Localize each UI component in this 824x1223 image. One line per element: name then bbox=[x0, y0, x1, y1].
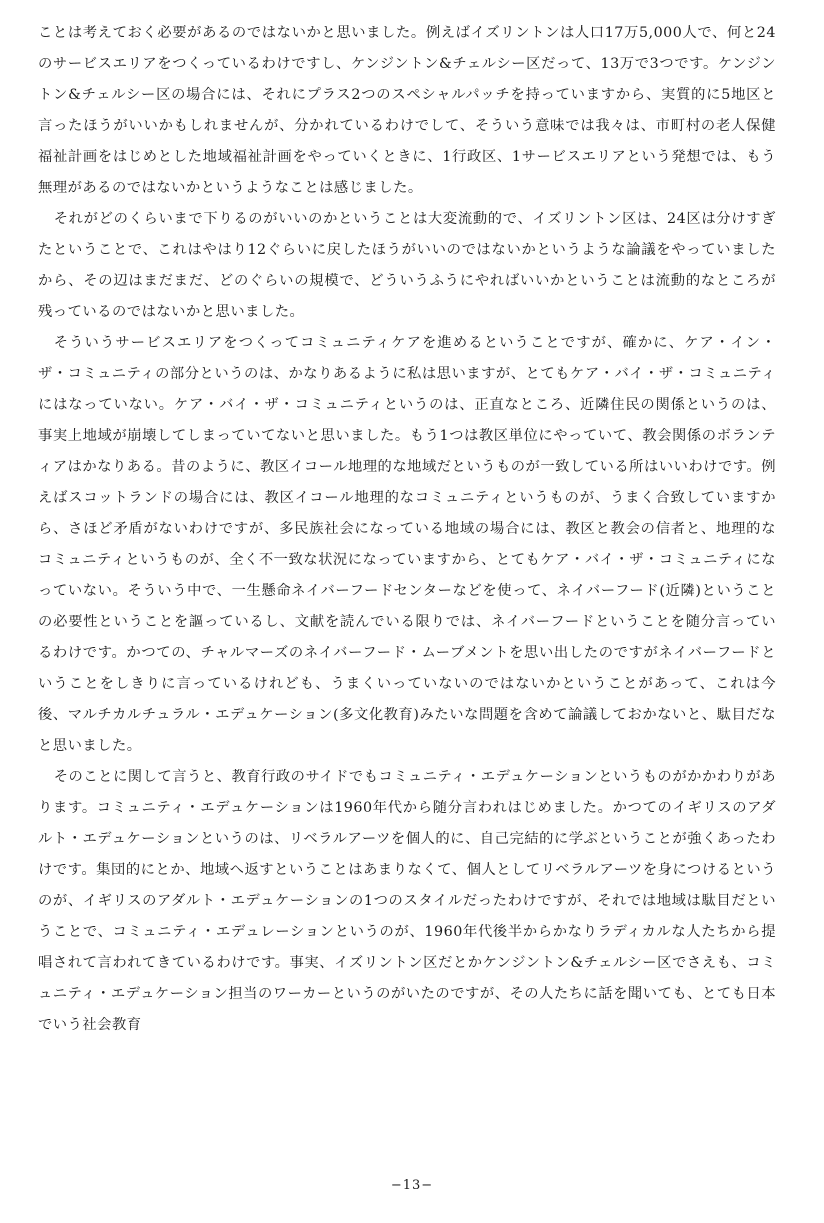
paragraph-4: そのことに関して言うと、教育行政のサイドでもコミュニティ・エデュケーションというものがかかわりがあります。コミュニティ・エデュケーションは1960年代から随分言われはじめました。かつてのイギリスのアダルト・エデュケーションというのは、リベラルアーツを個人的に、自己完結的に学ぶということが強くあったわけです。集団的にとか、地域へ返すということはあまりなくて、個人としてリベラルアーツを身につけるというのが、イギリスのアダルト・エデュケーションの1つのスタイルだったわけですが、それでは地域は駄目だということで、コミュニティ・エデュレーションというのが、1960年代後半からかなりラディカルな人たちから提唱されて言われてきているわけです。事実、イズリントン区だとかケンジントン&チェルシー区でさえも、コミュニティ・エデュケーション担当のワーカーというのがいたのですが、その人たちに話を聞いても、とても日本でいう社会教育 bbox=[38, 769, 776, 1033]
paragraph-3: そういうサービスエリアをつくってコミュニティケアを進めるということですが、確かに、ケア・イン・ザ・コミュニティの部分というのは、かなりあるように私は思いますが、とてもケア・バイ・ザ・コミュニティにはなっていない。ケア・バイ・ザ・コミュニティというのは、正直なところ、近隣住民の関係というのは、事実上地域が崩壊してしまっていてないと思いました。もう1つは教区単位にやっていて、教会関係のボランティアはかなりある。昔のように、教区イコール地理的な地域だというものが一致している所はいいわけです。例えばスコットランドの場合には、教区イコール地理的なコミュニティというものが、うまく合致していますから、さほど矛盾がないわけですが、多民族社会になっている地域の場合には、教区と教会の信者と、地理的なコミュニティというものが、全く不一致な状況になっていますから、とてもケア・バイ・ザ・コミュニティになっていない。そういう中で、一生懸命ネイバーフードセンターなどを使って、ネイバーフード(近隣)ということの必要性ということを謳っているし、文献を読んでいる限りでは、ネイバーフードということを随分言っているわけです。かつての、チャルマーズのネイバーフード・ムーブメントを思い出したのですがネイバーフードということをしきりに言っているけれども、うまくいっていないのではないかということがあって、これは今後、マルチカルチュラル・エデュケーション(多文化教育)みたいな問題を含めて論議しておかないと、駄目だなと思いました。 bbox=[38, 335, 776, 754]
body-text bbox=[38, 18, 776, 1041]
page-number: −13− bbox=[390, 1178, 434, 1193]
paragraph-2: それがどのくらいまで下りるのがいいのかということは大変流動的で、イズリントン区は、24区は分けすぎたということで、これはやはり12ぐらいに戻したほうがいいのではないかというような論議をやっていましたから、その辺はまだまだ、どのぐらいの規模で、どういうふうにやればいいかということは流動的なところが残っているのではないかと思いました。 bbox=[38, 211, 776, 320]
paragraph-1: ことは考えておく必要があるのではないかと思いました。例えばイズリントンは人口17万5,000人で、何と24のサービスエリアをつくっているわけですし、ケンジントン&チェルシー区だって、13万で3つです。ケンジントン&チェルシー区の場合には、それにプラス2つのスペシャルパッチを持っていますから、実質的に5地区と言ったほうがいいかもしれませんが、分かれているわけでして、そういう意味では我々は、市町村の老人保健福祉計画をはじめとした地域福祉計画をやっていくときに、1行政区、1サービスエリアという発想では、もう無理があるのではないかというようなことは感じました。 bbox=[38, 25, 776, 196]
